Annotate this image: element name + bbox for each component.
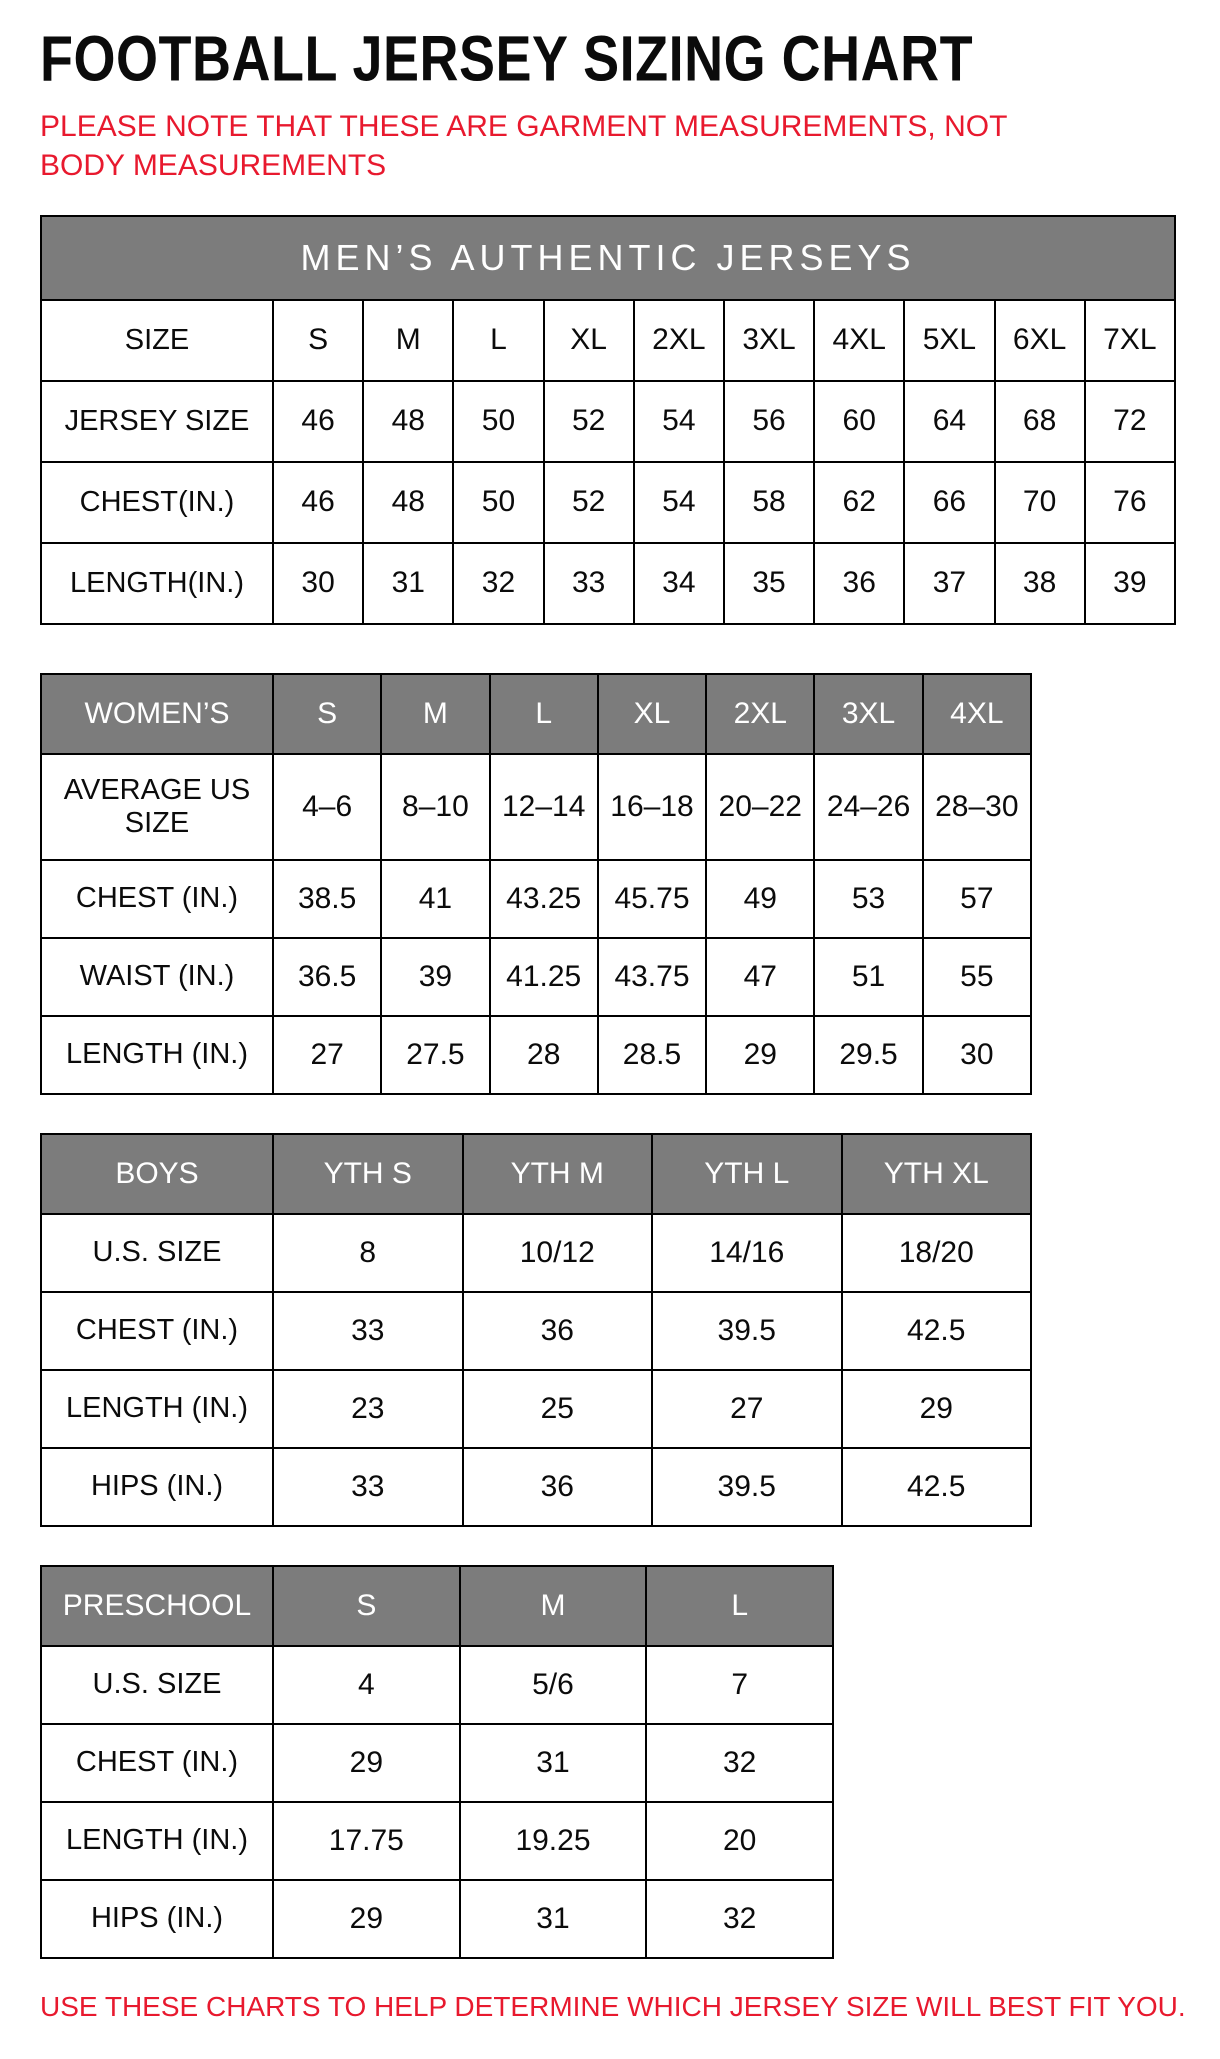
row-label: CHEST (IN.) [41,860,273,938]
mens-table-title: MEN’S AUTHENTIC JERSEYS [41,216,1175,300]
cell: 66 [904,462,994,543]
table-row [41,543,1175,624]
cell: 12–14 [490,754,598,860]
column-header: BOYS [41,1134,273,1214]
cell: 62 [814,462,904,543]
table-row [41,1724,833,1802]
cell: 48 [363,462,453,543]
cell: 55 [923,938,1031,1016]
fit-advice-footer: USE THESE CHARTS TO HELP DETERMINE WHICH JERSEY SIZE WILL BEST FIT YOU. [40,1990,1186,2022]
mens-sizing-table [40,215,1176,625]
cell: 38 [995,543,1085,624]
cell: 20 [646,1802,833,1880]
cell: 28–30 [923,754,1031,860]
table-row [41,300,1175,381]
column-header: 2XL [706,674,814,754]
cell: 3XL [724,300,814,381]
cell: 39 [1085,543,1175,624]
cell: 28.5 [598,1016,706,1094]
page-title: FOOTBALL JERSEY SIZING CHART [40,23,974,95]
cell: 7XL [1085,300,1175,381]
column-header: S [273,674,381,754]
cell: 4–6 [273,754,381,860]
cell: 18/20 [842,1214,1032,1292]
cell: 25 [463,1370,653,1448]
column-header: YTH XL [842,1134,1032,1214]
table-row [41,1646,833,1724]
cell: 32 [453,543,543,624]
cell: 42.5 [842,1448,1032,1526]
cell: 29 [842,1370,1032,1448]
row-label: LENGTH(IN.) [41,543,273,624]
cell: 14/16 [652,1214,842,1292]
cell: 46 [273,462,363,543]
row-label: LENGTH (IN.) [41,1370,273,1448]
cell: 29 [273,1724,460,1802]
cell: 58 [724,462,814,543]
cell: 30 [273,543,363,624]
cell: 36.5 [273,938,381,1016]
cell: 36 [814,543,904,624]
table-header-row [41,1566,833,1646]
row-label: LENGTH (IN.) [41,1802,273,1880]
cell: 23 [273,1370,463,1448]
cell: 48 [363,381,453,462]
cell: 56 [724,381,814,462]
cell: 36 [463,1292,653,1370]
column-header: YTH M [463,1134,653,1214]
cell: 31 [460,1880,647,1958]
cell: 8–10 [381,754,489,860]
column-header: M [460,1566,647,1646]
cell: 4 [273,1646,460,1724]
column-header: YTH S [273,1134,463,1214]
cell: 45.75 [598,860,706,938]
cell: 57 [923,860,1031,938]
column-header: YTH L [652,1134,842,1214]
table-row [41,381,1175,462]
cell: 2XL [634,300,724,381]
cell: 31 [363,543,453,624]
cell: 30 [923,1016,1031,1094]
cell: 32 [646,1880,833,1958]
cell: M [363,300,453,381]
cell: 32 [646,1724,833,1802]
cell: 27 [273,1016,381,1094]
row-label: WAIST (IN.) [41,938,273,1016]
cell: 43.75 [598,938,706,1016]
cell: 29.5 [814,1016,922,1094]
cell: XL [544,300,634,381]
cell: 29 [273,1880,460,1958]
table-row [41,1370,1031,1448]
cell: 27.5 [381,1016,489,1094]
cell: 38.5 [273,860,381,938]
column-header: WOMEN’S [41,674,273,754]
column-header: 4XL [923,674,1031,754]
cell: 60 [814,381,904,462]
cell: 42.5 [842,1292,1032,1370]
cell: 6XL [995,300,1085,381]
row-label: HIPS (IN.) [41,1880,273,1958]
table-row [41,462,1175,543]
cell: S [273,300,363,381]
cell: 10/12 [463,1214,653,1292]
table-row [41,754,1031,860]
table-row [41,860,1031,938]
table-row [41,1214,1031,1292]
cell: 50 [453,381,543,462]
cell: L [453,300,543,381]
cell: 39 [381,938,489,1016]
cell: 33 [273,1448,463,1526]
cell: 36 [463,1448,653,1526]
column-header: 3XL [814,674,922,754]
garment-measurements-note: PLEASE NOTE THAT THESE ARE GARMENT MEASUREMENTS, NOT BODY MEASUREMENTS [40,109,1007,182]
cell: 54 [634,381,724,462]
preschool-sizing-table [40,1565,834,1959]
cell: 8 [273,1214,463,1292]
table-row [41,1292,1031,1370]
cell: 39.5 [652,1292,842,1370]
cell: 50 [453,462,543,543]
column-header: XL [598,674,706,754]
cell: 72 [1085,381,1175,462]
cell: 39.5 [652,1448,842,1526]
cell: 76 [1085,462,1175,543]
table-row [41,1880,833,1958]
cell: 17.75 [273,1802,460,1880]
row-label: U.S. SIZE [41,1646,273,1724]
cell: 53 [814,860,922,938]
cell: 49 [706,860,814,938]
womens-sizing-table [40,673,1032,1095]
table-header-row [41,674,1031,754]
cell: 51 [814,938,922,1016]
cell: 47 [706,938,814,1016]
cell: 41 [381,860,489,938]
boys-sizing-table [40,1133,1032,1527]
cell: 20–22 [706,754,814,860]
cell: 43.25 [490,860,598,938]
cell: 31 [460,1724,647,1802]
table-row [41,1016,1031,1094]
cell: 46 [273,381,363,462]
row-label: AVERAGE US SIZE [41,754,273,860]
cell: 35 [724,543,814,624]
cell: 70 [995,462,1085,543]
row-label: SIZE [41,300,273,381]
cell: 4XL [814,300,904,381]
cell: 16–18 [598,754,706,860]
row-label: CHEST(IN.) [41,462,273,543]
cell: 28 [490,1016,598,1094]
cell: 37 [904,543,994,624]
table-banner-row [41,216,1175,300]
column-header: L [490,674,598,754]
row-label: HIPS (IN.) [41,1448,273,1526]
table-header-row [41,1134,1031,1214]
row-label: CHEST (IN.) [41,1292,273,1370]
cell: 5XL [904,300,994,381]
table-row [41,1448,1031,1526]
cell: 27 [652,1370,842,1448]
table-row [41,1802,833,1880]
cell: 19.25 [460,1802,647,1880]
column-header: M [381,674,489,754]
table-row [41,938,1031,1016]
row-label: CHEST (IN.) [41,1724,273,1802]
cell: 7 [646,1646,833,1724]
cell: 34 [634,543,724,624]
cell: 64 [904,381,994,462]
cell: 29 [706,1016,814,1094]
cell: 33 [544,543,634,624]
cell: 41.25 [490,938,598,1016]
cell: 52 [544,381,634,462]
column-header: S [273,1566,460,1646]
column-header: L [646,1566,833,1646]
column-header: PRESCHOOL [41,1566,273,1646]
row-label: JERSEY SIZE [41,381,273,462]
row-label: U.S. SIZE [41,1214,273,1292]
cell: 24–26 [814,754,922,860]
cell: 54 [634,462,724,543]
cell: 68 [995,381,1085,462]
row-label: LENGTH (IN.) [41,1016,273,1094]
cell: 33 [273,1292,463,1370]
cell: 5/6 [460,1646,647,1724]
cell: 52 [544,462,634,543]
